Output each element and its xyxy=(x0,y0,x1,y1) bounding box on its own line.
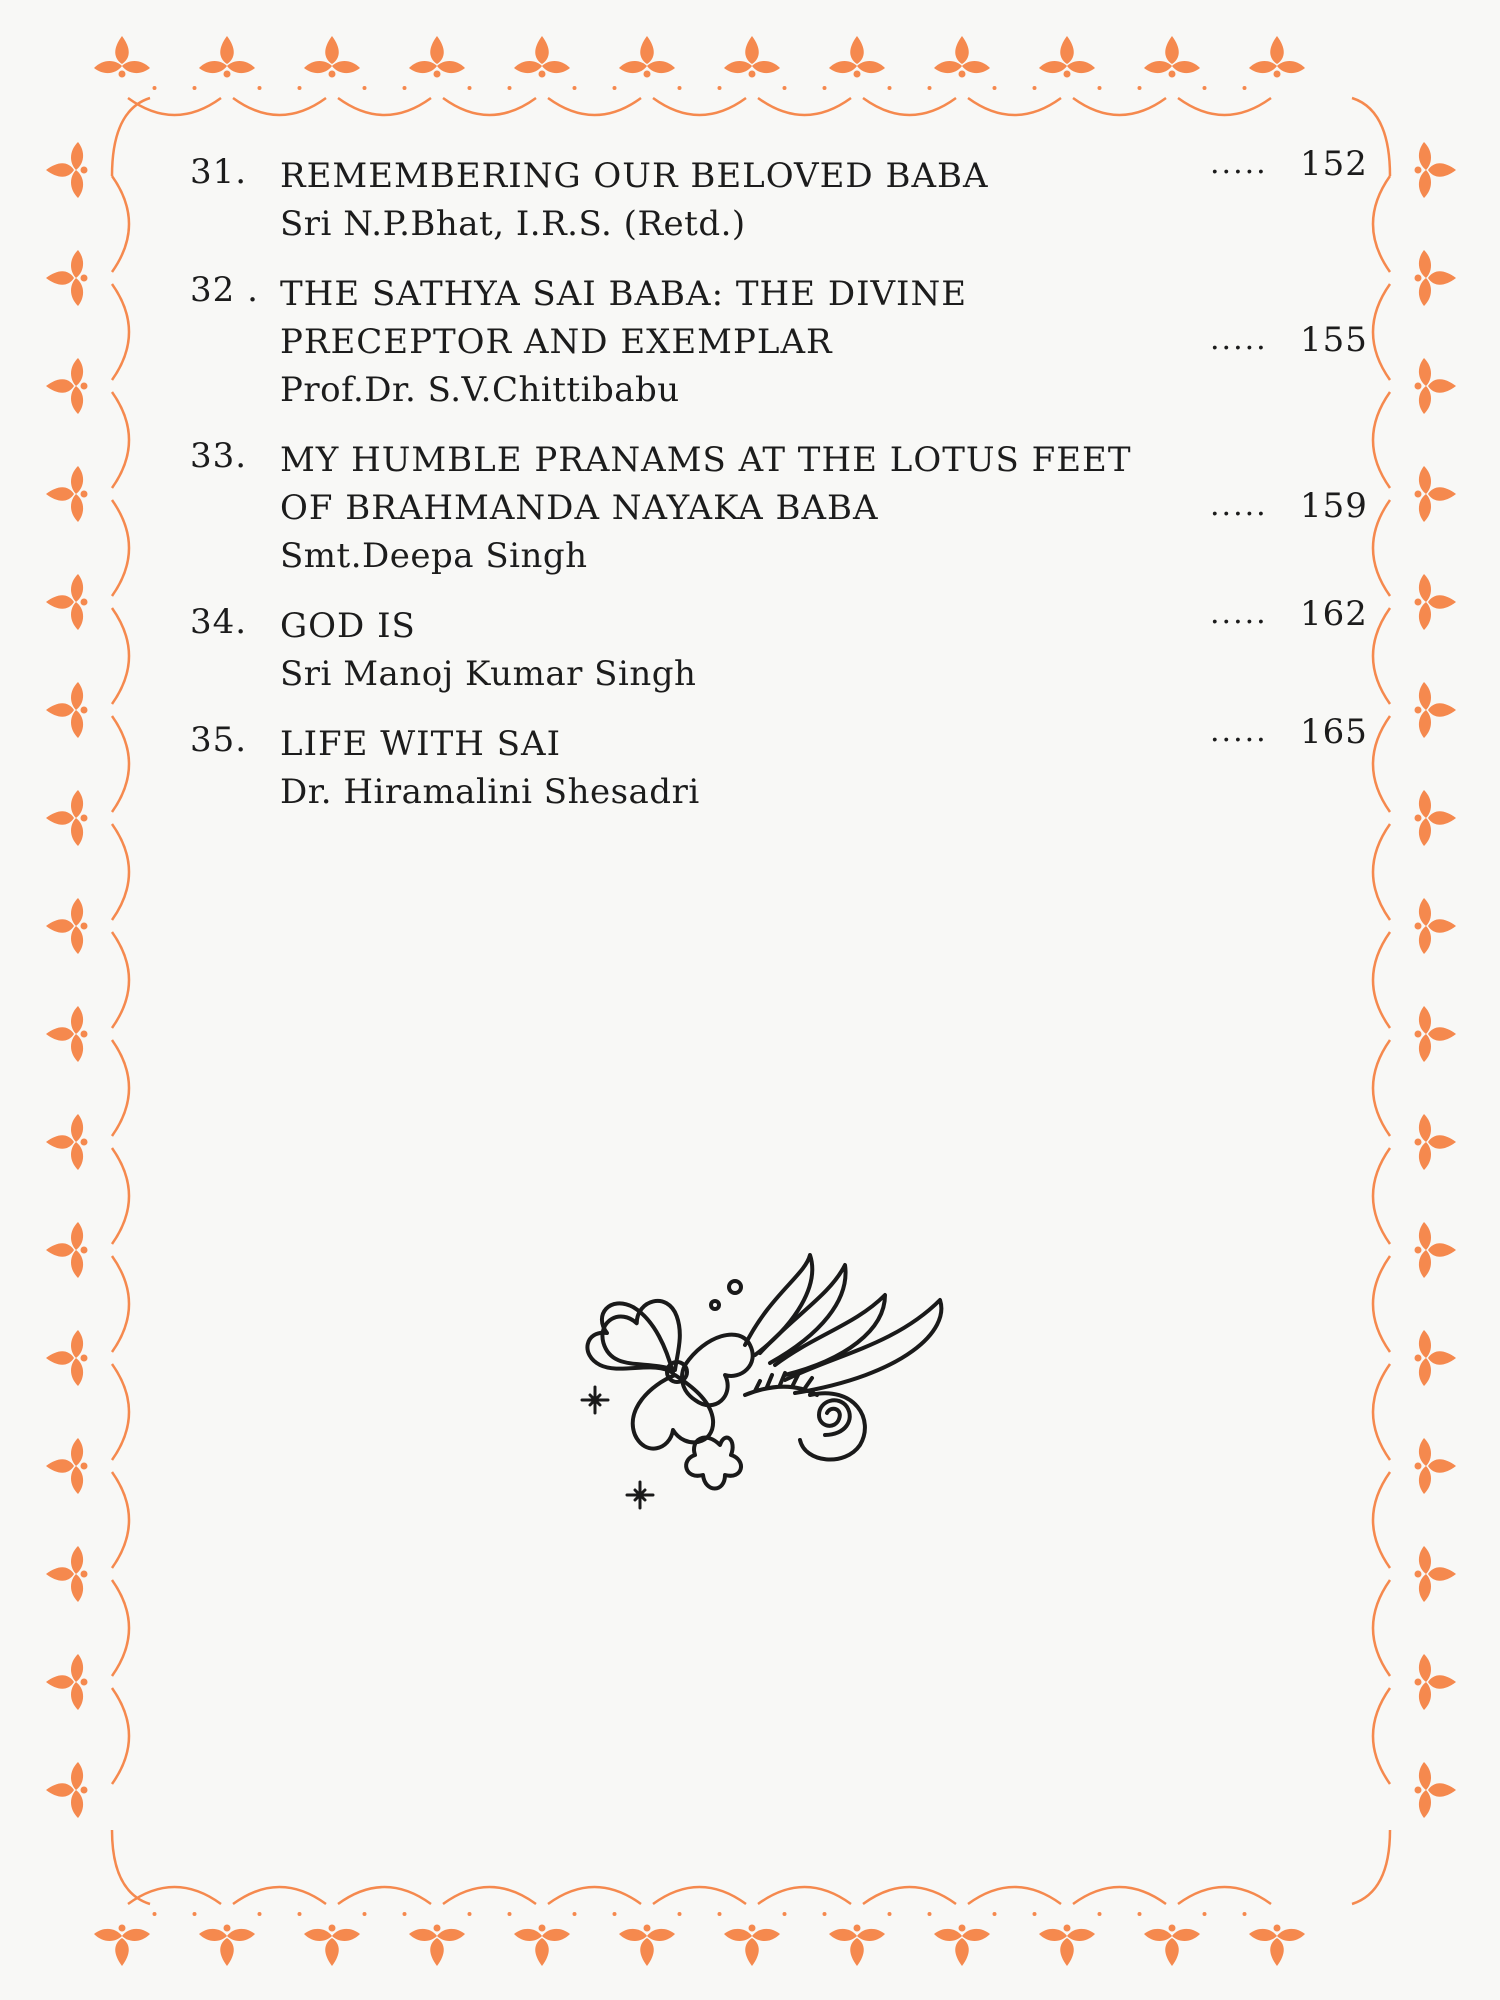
entry-title: OF BRAHMANDA NAYAKA BABA xyxy=(280,488,879,528)
entry-author: Sri Manoj Kumar Singh xyxy=(280,654,697,694)
toc-entry xyxy=(180,436,1380,580)
entry-author: Prof.Dr. S.V.Chittibabu xyxy=(280,370,680,410)
page-number: 162 xyxy=(1300,594,1368,634)
entry-number: 35. xyxy=(190,720,248,760)
entry-title: REMEMBERING OUR BELOVED BABA xyxy=(280,156,989,196)
entry-author: Dr. Hiramalini Shesadri xyxy=(280,772,700,812)
toc-entry xyxy=(180,144,1380,248)
dot-leader: ..... xyxy=(1210,488,1268,523)
page-number: 159 xyxy=(1300,486,1368,526)
dot-leader: ..... xyxy=(1210,714,1268,749)
entry-title: LIFE WITH SAI xyxy=(280,724,562,764)
entry-title: PRECEPTOR AND EXEMPLAR xyxy=(280,322,833,362)
dot-leader: ..... xyxy=(1210,322,1268,357)
entry-title: THE SATHYA SAI BABA: THE DIVINE xyxy=(280,274,968,314)
entry-number: 31. xyxy=(190,152,248,192)
entry-title: MY HUMBLE PRANAMS AT THE LOTUS FEET xyxy=(280,440,1132,480)
page-number: 165 xyxy=(1300,712,1368,752)
floral-ornament-icon xyxy=(555,1235,975,1535)
page-number: 155 xyxy=(1300,320,1368,360)
entry-author: Smt.Deepa Singh xyxy=(280,536,588,576)
toc-entry xyxy=(180,594,1380,698)
page-number: 152 xyxy=(1300,144,1368,184)
entry-number: 33. xyxy=(190,436,248,476)
toc-entry xyxy=(180,270,1380,414)
dot-leader: ..... xyxy=(1210,146,1268,181)
entry-title: GOD IS xyxy=(280,606,416,646)
entry-number: 34. xyxy=(190,602,248,642)
entry-author: Sri N.P.Bhat, I.R.S. (Retd.) xyxy=(280,204,746,244)
entry-number: 32 . xyxy=(190,270,259,310)
dot-leader: ..... xyxy=(1210,596,1268,631)
table-of-contents xyxy=(180,144,1380,838)
toc-entry xyxy=(180,712,1380,816)
